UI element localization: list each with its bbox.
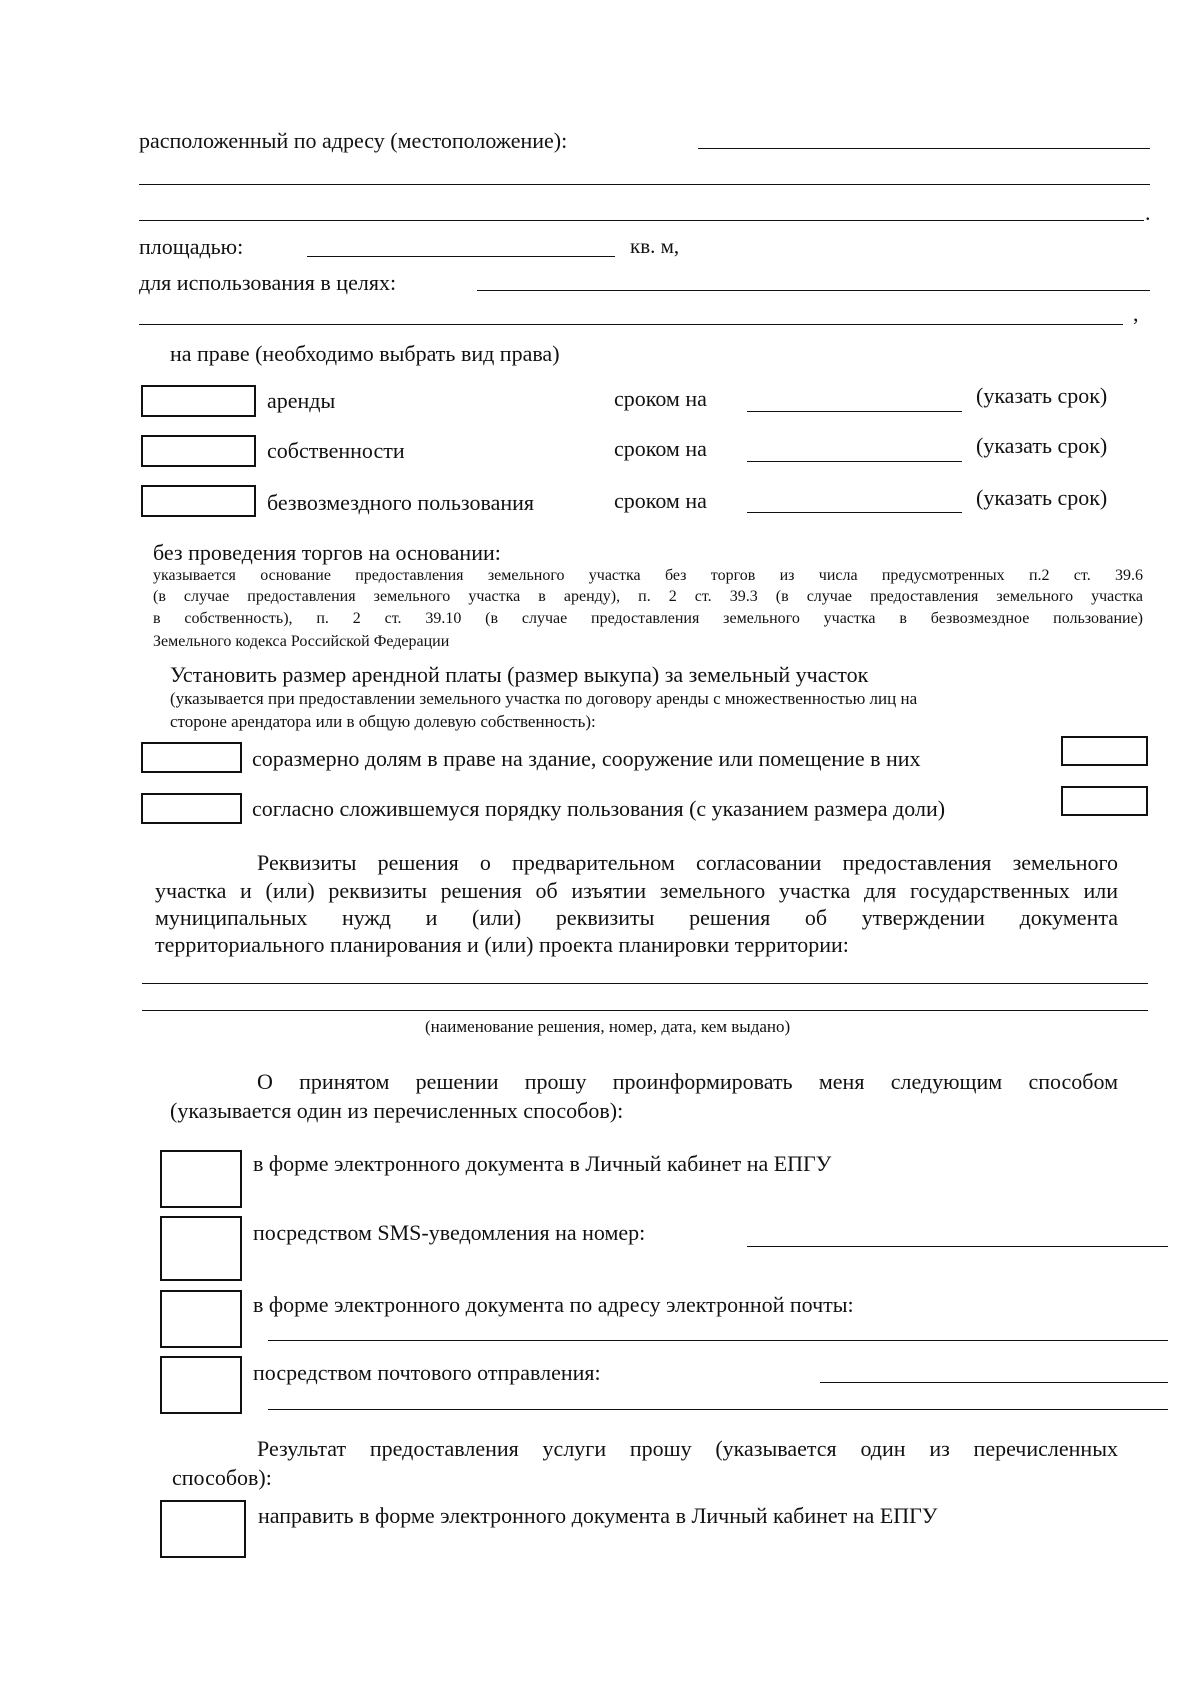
basis-heading: без проведения торгов на основании: [153,540,501,565]
requisites-line-3: муниципальных нужд и (или) реквизиты решения об утверждении документа [155,905,1118,930]
purpose-input-line-2[interactable] [139,324,1123,325]
requisites-line-1: Реквизиты решения о предварительном согласовании предоставления земельного [257,850,1118,875]
result-line-2: способов): [172,1465,272,1490]
purpose-end-mark: , [1133,301,1139,326]
rent-option-established-order-label: согласно сложившемуся порядку пользования (с указанием размера доли) [252,796,946,821]
right-term-input-rent[interactable] [747,411,962,412]
right-option-rent-label: аренды [267,388,336,413]
right-checkbox-ownership[interactable] [141,435,256,467]
rent-checkbox-established-order[interactable] [141,793,242,824]
inform-post-address-input-1[interactable] [820,1382,1168,1383]
purpose-input-line-1[interactable] [477,290,1150,291]
area-unit: кв. м, [630,234,680,258]
right-term-hint-free-use: (указать срок) [976,485,1108,510]
inform-line-2: (указывается один из перечисленных способов): [170,1098,624,1123]
right-term-input-free-use[interactable] [747,512,962,513]
inform-checkbox-sms[interactable] [160,1216,242,1281]
inform-option-post-label: посредством почтового отправления: [253,1360,601,1385]
inform-option-email-label: в форме электронного документа по адресу электронной почты: [253,1292,854,1317]
right-term-input-ownership[interactable] [747,461,962,462]
right-term-hint-ownership: (указать срок) [976,433,1108,458]
right-term-hint-rent: (указать срок) [976,383,1108,408]
rent-checkbox-proportional[interactable] [141,742,242,773]
inform-line-1: О принятом решении прошу проинформировать меня следующим способом [257,1069,1118,1094]
inform-checkbox-epgu[interactable] [160,1150,242,1208]
requisites-input-line-2[interactable] [142,1010,1148,1011]
result-option-epgu-label: направить в форме электронного документа в Личный кабинет на ЕПГУ [258,1503,938,1528]
address-end-mark: . [1145,200,1151,225]
right-checkbox-free-use[interactable] [141,485,256,517]
requisites-line-4: территориального планирования и (или) проекта планировки территории: [155,932,849,957]
right-term-label-rent: сроком на [614,386,707,411]
inform-sms-number-input[interactable] [747,1246,1168,1247]
inform-checkbox-post[interactable] [160,1356,242,1414]
basis-note-line-1: указывается основание предоставления земельного участка без торгов из числа предусмотренных п.2 ст. 39.6 [153,567,1143,584]
area-input-line[interactable] [307,256,615,257]
rent-note-line-1: (указывается при предоставлении земельного участка по договору аренды с множественностью лиц на [170,689,918,708]
right-term-label-free-use: сроком на [614,488,707,513]
inform-post-address-input-2[interactable] [268,1409,1168,1410]
address-input-line-1[interactable] [698,148,1150,149]
rent-option-proportional-label: соразмерно долям в праве на здание, сооружение или помещение в них [252,746,921,771]
right-heading: на праве (необходимо выбрать вид права) [170,341,560,366]
rent-share-input-established-order[interactable] [1061,786,1148,816]
inform-option-sms-label: посредством SMS-уведомления на номер: [253,1220,646,1245]
basis-note-line-3: в собственность), п. 2 ст. 39.10 (в случае предоставления земельного участка в безвозмездное пользование) [153,610,1143,627]
address-input-line-3[interactable] [139,220,1144,221]
basis-note-line-2: (в случае предоставления земельного участка в аренду), п. 2 ст. 39.3 (в случае предоставления земельного участка [153,588,1143,605]
requisites-caption: (наименование решения, номер, дата, кем выдано) [425,1017,791,1036]
result-line-1: Результат предоставления услуги прошу (указывается один из перечисленных [257,1436,1118,1461]
requisites-line-2: участка и (или) реквизиты решения об изъятии земельного участка для государственных или [155,878,1118,903]
inform-checkbox-email[interactable] [160,1290,242,1348]
inform-option-epgu-label: в форме электронного документа в Личный кабинет на ЕПГУ [253,1151,832,1176]
result-checkbox-epgu[interactable] [160,1500,246,1558]
requisites-input-line-1[interactable] [142,983,1148,984]
basis-note-line-4: Земельного кодекса Российской Федерации [153,633,450,650]
right-option-free-use-label: безвозмездного пользования [267,490,535,515]
rent-heading: Установить размер арендной платы (размер выкупа) за земельный участок [170,662,869,687]
rent-share-input-proportional[interactable] [1061,736,1148,766]
area-label: площадью: [139,234,244,259]
purpose-label: для использования в целях: [139,270,397,295]
right-option-ownership-label: собственности [267,438,405,463]
address-input-line-2[interactable] [139,184,1150,185]
right-term-label-ownership: сроком на [614,436,707,461]
right-checkbox-rent[interactable] [141,385,256,417]
inform-email-input[interactable] [268,1340,1168,1341]
address-label: расположенный по адресу (местоположение): [139,128,568,153]
rent-note-line-2: стороне арендатора или в общую долевую собственность): [170,712,596,731]
